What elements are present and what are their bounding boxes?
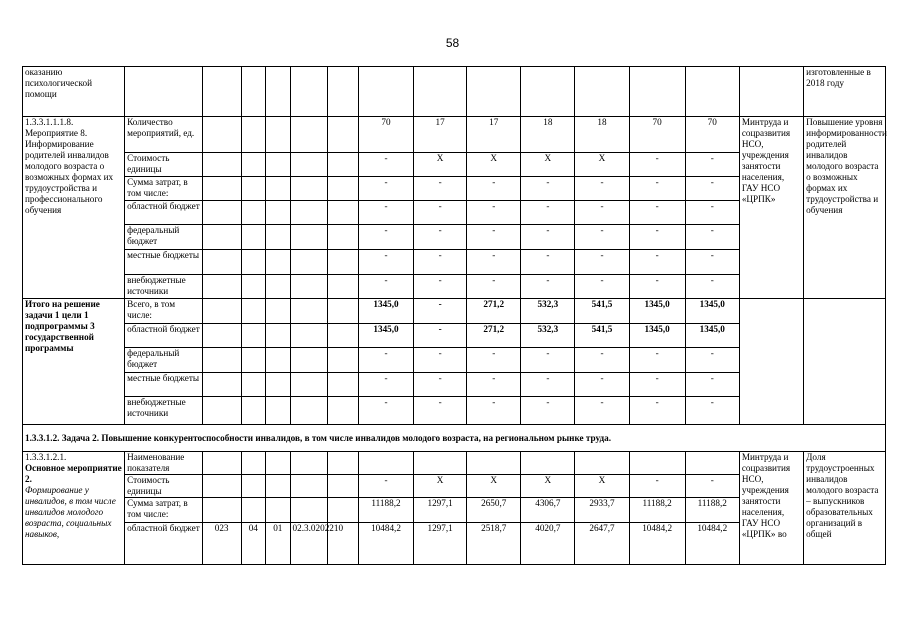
value-cell: 10484,2 bbox=[685, 523, 739, 565]
empty-cell bbox=[241, 373, 266, 397]
value-cell: - bbox=[685, 177, 739, 201]
value-cell: - bbox=[629, 177, 685, 201]
empty-cell bbox=[328, 475, 359, 498]
value-cell: - bbox=[575, 373, 629, 397]
code-cell bbox=[241, 452, 266, 475]
empty-cell bbox=[202, 299, 241, 324]
value-cell: X bbox=[414, 475, 467, 498]
measure-title: Мероприятие 8. bbox=[25, 128, 88, 138]
empty-cell bbox=[290, 250, 328, 275]
result-cell: Доля трудоустроенных инвалидов молодого возраста – выпускников образовательных организаций в общей bbox=[804, 452, 886, 565]
empty-cell bbox=[241, 275, 266, 299]
value-cell: 1297,1 bbox=[414, 523, 467, 565]
value-cell: - bbox=[414, 225, 467, 250]
value-cell bbox=[358, 452, 413, 475]
value-cell: - bbox=[521, 275, 575, 299]
measure-description: Информирование родителей инвалидов молодого возраста о возможных формах их трудоустройства и профессионального обучения bbox=[25, 139, 114, 215]
empty-cell bbox=[241, 153, 266, 177]
empty-cell bbox=[328, 67, 359, 117]
value-cell: - bbox=[629, 475, 685, 498]
value-cell: - bbox=[575, 177, 629, 201]
empty-cell bbox=[358, 67, 413, 117]
value-cell: 2933,7 bbox=[575, 498, 629, 523]
value-cell: 11188,2 bbox=[629, 498, 685, 523]
value-cell: 1345,0 bbox=[358, 324, 413, 348]
measure-code: 1.3.3.1.1.1.8. bbox=[25, 117, 74, 127]
empty-cell bbox=[202, 324, 241, 348]
value-cell: - bbox=[467, 250, 521, 275]
executor-cell: Минтруда и соцразвития НСО, учреждения занятости населения, ГАУ НСО «ЦРПК» bbox=[739, 117, 803, 299]
value-cell: 541,5 bbox=[575, 324, 629, 348]
executor-cell bbox=[739, 67, 803, 117]
value-cell: - bbox=[414, 324, 467, 348]
value-cell: - bbox=[629, 397, 685, 425]
empty-cell bbox=[328, 452, 359, 475]
empty-cell bbox=[328, 275, 359, 299]
value-cell: - bbox=[414, 201, 467, 225]
empty-cell bbox=[266, 117, 291, 153]
value-cell: - bbox=[467, 275, 521, 299]
value-cell: - bbox=[629, 373, 685, 397]
value-cell: 1345,0 bbox=[629, 299, 685, 324]
empty-cell bbox=[241, 348, 266, 373]
value-cell bbox=[467, 452, 521, 475]
empty-cell bbox=[414, 67, 467, 117]
value-cell: 271,2 bbox=[467, 299, 521, 324]
measure-name-cell bbox=[23, 117, 125, 299]
indicator-cell: местные бюджеты bbox=[125, 250, 203, 275]
code-cell bbox=[290, 452, 328, 475]
value-cell: - bbox=[685, 397, 739, 425]
value-cell: - bbox=[629, 153, 685, 177]
task-header: 1.3.3.1.2. Задача 2. Повышение конкурентоспособности инвалидов, в том числе инвалидов молодого возраста, на региональном рынке труда. bbox=[23, 425, 886, 452]
empty-cell bbox=[202, 67, 241, 117]
value-cell: - bbox=[685, 153, 739, 177]
empty-cell bbox=[290, 153, 328, 177]
code-cell: 023 bbox=[202, 523, 241, 565]
empty-cell bbox=[202, 397, 241, 425]
indicator-cell: Сумма затрат, в том числе: bbox=[125, 177, 203, 201]
indicator-cell: Стоимость единицы bbox=[125, 153, 203, 177]
value-cell: - bbox=[575, 225, 629, 250]
empty-cell bbox=[241, 67, 266, 117]
result-cell: Повышение уровня информированности родителей инвалидов молодого возраста о возможных формах их трудоустройства и обучения bbox=[804, 117, 886, 299]
value-cell: 17 bbox=[467, 117, 521, 153]
value-cell: - bbox=[685, 348, 739, 373]
value-cell: X bbox=[575, 475, 629, 498]
value-cell: - bbox=[414, 348, 467, 373]
empty-cell bbox=[290, 275, 328, 299]
table-row bbox=[23, 425, 886, 452]
value-cell: 4020,7 bbox=[521, 523, 575, 565]
value-cell: - bbox=[358, 177, 413, 201]
measure-name-cell bbox=[23, 452, 125, 565]
value-cell: X bbox=[575, 153, 629, 177]
empty-cell bbox=[241, 201, 266, 225]
empty-cell bbox=[202, 225, 241, 250]
value-cell: - bbox=[521, 348, 575, 373]
code-cell: 01 bbox=[266, 523, 291, 565]
empty-cell bbox=[266, 324, 291, 348]
empty-cell bbox=[202, 153, 241, 177]
indicator-cell: местные бюджеты bbox=[125, 373, 203, 397]
value-cell: - bbox=[629, 275, 685, 299]
value-cell: X bbox=[521, 153, 575, 177]
value-cell: - bbox=[358, 373, 413, 397]
code-cell bbox=[290, 498, 328, 523]
value-cell: 17 bbox=[414, 117, 467, 153]
value-cell: - bbox=[467, 225, 521, 250]
empty-cell bbox=[521, 67, 575, 117]
value-cell: - bbox=[358, 250, 413, 275]
empty-cell bbox=[290, 225, 328, 250]
empty-cell bbox=[241, 324, 266, 348]
value-cell: - bbox=[414, 250, 467, 275]
code-cell bbox=[241, 498, 266, 523]
indicator-cell: областной бюджет bbox=[125, 201, 203, 225]
empty-cell bbox=[202, 117, 241, 153]
value-cell: - bbox=[521, 250, 575, 275]
empty-cell bbox=[328, 153, 359, 177]
value-cell: - bbox=[685, 475, 739, 498]
empty-cell bbox=[241, 250, 266, 275]
value-cell: 271,2 bbox=[467, 324, 521, 348]
empty-cell bbox=[241, 225, 266, 250]
value-cell: - bbox=[414, 373, 467, 397]
value-cell: - bbox=[358, 153, 413, 177]
value-cell: 70 bbox=[685, 117, 739, 153]
value-cell: - bbox=[467, 397, 521, 425]
value-cell: 541,5 bbox=[575, 299, 629, 324]
value-cell: - bbox=[685, 250, 739, 275]
value-cell bbox=[629, 452, 685, 475]
total-title-cell: Итого на решение задачи 1 цели 1 подпрограммы 3 государственной программы bbox=[23, 299, 125, 425]
measure-code: 1.3.3.1.2.1. bbox=[25, 452, 67, 462]
value-cell: - bbox=[358, 275, 413, 299]
value-cell: - bbox=[521, 397, 575, 425]
empty-cell bbox=[241, 177, 266, 201]
empty-cell bbox=[290, 299, 328, 324]
empty-cell bbox=[266, 275, 291, 299]
indicator-cell: Стоимость единицы bbox=[125, 475, 203, 498]
empty-cell bbox=[290, 201, 328, 225]
value-cell: - bbox=[521, 225, 575, 250]
value-cell: - bbox=[358, 348, 413, 373]
empty-cell bbox=[467, 67, 521, 117]
empty-cell bbox=[266, 348, 291, 373]
indicator-cell: областной бюджет bbox=[125, 523, 203, 565]
empty-cell bbox=[125, 67, 203, 117]
indicator-cell: федеральный бюджет bbox=[125, 225, 203, 250]
value-cell: - bbox=[414, 275, 467, 299]
value-cell: 11188,2 bbox=[685, 498, 739, 523]
value-cell: 2647,7 bbox=[575, 523, 629, 565]
table-row bbox=[23, 452, 886, 475]
code-cell bbox=[241, 475, 266, 498]
code-cell bbox=[202, 498, 241, 523]
value-cell: - bbox=[521, 201, 575, 225]
value-cell: 532,3 bbox=[521, 299, 575, 324]
empty-cell bbox=[266, 201, 291, 225]
value-cell bbox=[414, 452, 467, 475]
value-cell: 1345,0 bbox=[629, 324, 685, 348]
value-cell: - bbox=[685, 201, 739, 225]
empty-cell bbox=[266, 225, 291, 250]
empty-cell bbox=[202, 201, 241, 225]
table-row bbox=[23, 117, 886, 153]
code-cell: 04 bbox=[241, 523, 266, 565]
value-cell: - bbox=[629, 348, 685, 373]
value-cell: - bbox=[629, 250, 685, 275]
value-cell: 10484,2 bbox=[629, 523, 685, 565]
empty-cell bbox=[328, 117, 359, 153]
indicator-cell: Всего, в том числе: bbox=[125, 299, 203, 324]
value-cell: 1297,1 bbox=[414, 498, 467, 523]
value-cell: - bbox=[575, 275, 629, 299]
empty-cell bbox=[328, 498, 359, 523]
indicator-cell: областной бюджет bbox=[125, 324, 203, 348]
executor-cell: Минтруда и соцразвития НСО, учреждения занятости населения, ГАУ НСО «ЦРПК» во bbox=[739, 452, 803, 565]
code-cell bbox=[266, 475, 291, 498]
value-cell: - bbox=[414, 177, 467, 201]
empty-cell bbox=[202, 275, 241, 299]
value-cell: 1345,0 bbox=[685, 299, 739, 324]
indicator-cell: Наименование показателя bbox=[125, 452, 203, 475]
value-cell: 1345,0 bbox=[358, 299, 413, 324]
value-cell bbox=[521, 452, 575, 475]
value-cell: 2650,7 bbox=[467, 498, 521, 523]
value-cell: 18 bbox=[575, 117, 629, 153]
code-cell bbox=[202, 475, 241, 498]
result-cell bbox=[804, 299, 886, 425]
value-cell: - bbox=[467, 177, 521, 201]
value-cell: - bbox=[575, 348, 629, 373]
value-cell: X bbox=[521, 475, 575, 498]
value-cell: - bbox=[414, 299, 467, 324]
empty-cell bbox=[575, 67, 629, 117]
empty-cell bbox=[266, 373, 291, 397]
empty-cell bbox=[328, 225, 359, 250]
empty-cell bbox=[241, 397, 266, 425]
value-cell: 11188,2 bbox=[358, 498, 413, 523]
value-cell: - bbox=[629, 225, 685, 250]
value-cell: - bbox=[685, 275, 739, 299]
page-number: 58 bbox=[445, 36, 460, 50]
code-cell bbox=[266, 498, 291, 523]
value-cell: - bbox=[685, 373, 739, 397]
value-cell: - bbox=[685, 225, 739, 250]
empty-cell bbox=[202, 373, 241, 397]
empty-cell bbox=[266, 250, 291, 275]
empty-cell bbox=[685, 67, 739, 117]
value-cell: - bbox=[358, 475, 413, 498]
empty-cell bbox=[290, 67, 328, 117]
empty-cell bbox=[629, 67, 685, 117]
value-cell: 18 bbox=[521, 117, 575, 153]
empty-cell bbox=[266, 153, 291, 177]
measure-description: Формирование у инвалидов, в том числе инвалидов молодого возраста, социальных навыков, bbox=[25, 485, 116, 539]
value-cell: - bbox=[414, 397, 467, 425]
indicator-cell: Количество мероприятий, ед. bbox=[125, 117, 203, 153]
empty-cell bbox=[328, 397, 359, 425]
empty-cell bbox=[328, 373, 359, 397]
table-row bbox=[23, 67, 886, 117]
measure-name-cell: оказанию психологической помощи bbox=[23, 67, 125, 117]
value-cell: 70 bbox=[358, 117, 413, 153]
empty-cell bbox=[202, 177, 241, 201]
value-cell: - bbox=[467, 373, 521, 397]
empty-cell bbox=[290, 177, 328, 201]
empty-cell bbox=[290, 324, 328, 348]
value-cell: - bbox=[521, 373, 575, 397]
indicator-cell: Сумма затрат, в том числе: bbox=[125, 498, 203, 523]
value-cell: 1345,0 bbox=[685, 324, 739, 348]
value-cell: - bbox=[358, 225, 413, 250]
executor-cell bbox=[739, 299, 803, 425]
empty-cell bbox=[328, 348, 359, 373]
value-cell: - bbox=[575, 250, 629, 275]
value-cell: - bbox=[467, 201, 521, 225]
empty-cell bbox=[290, 348, 328, 373]
empty-cell bbox=[290, 117, 328, 153]
value-cell: - bbox=[575, 201, 629, 225]
empty-cell bbox=[266, 67, 291, 117]
value-cell: - bbox=[358, 201, 413, 225]
value-cell: 4306,7 bbox=[521, 498, 575, 523]
value-cell: - bbox=[521, 177, 575, 201]
table-row bbox=[23, 299, 886, 324]
value-cell: 70 bbox=[629, 117, 685, 153]
indicator-cell: внебюджетные источники bbox=[125, 275, 203, 299]
value-cell: 532,3 bbox=[521, 324, 575, 348]
empty-cell bbox=[328, 250, 359, 275]
empty-cell bbox=[328, 324, 359, 348]
code-cell bbox=[202, 452, 241, 475]
empty-cell bbox=[241, 299, 266, 324]
code-cell bbox=[266, 452, 291, 475]
value-cell: 10484,2 bbox=[358, 523, 413, 565]
value-cell bbox=[575, 452, 629, 475]
value-cell: - bbox=[575, 397, 629, 425]
indicator-cell: федеральный бюджет bbox=[125, 348, 203, 373]
code-cell: 02.3.0202210 bbox=[290, 523, 328, 565]
empty-cell bbox=[266, 397, 291, 425]
value-cell: X bbox=[467, 153, 521, 177]
empty-cell bbox=[290, 397, 328, 425]
value-cell: - bbox=[358, 397, 413, 425]
value-cell: - bbox=[467, 348, 521, 373]
value-cell: X bbox=[414, 153, 467, 177]
code-cell bbox=[290, 475, 328, 498]
empty-cell bbox=[202, 348, 241, 373]
empty-cell bbox=[290, 373, 328, 397]
budget-table bbox=[22, 66, 886, 565]
indicator-cell: внебюджетные источники bbox=[125, 397, 203, 425]
empty-cell bbox=[328, 201, 359, 225]
value-cell: - bbox=[629, 201, 685, 225]
empty-cell bbox=[266, 299, 291, 324]
value-cell bbox=[685, 452, 739, 475]
value-cell: X bbox=[467, 475, 521, 498]
empty-cell bbox=[241, 117, 266, 153]
empty-cell bbox=[328, 299, 359, 324]
empty-cell bbox=[328, 177, 359, 201]
empty-cell bbox=[266, 177, 291, 201]
empty-cell bbox=[202, 250, 241, 275]
measure-title: Основное мероприятие 2. bbox=[25, 463, 122, 484]
value-cell: 2518,7 bbox=[467, 523, 521, 565]
result-cell: изготовленные в 2018 году bbox=[804, 67, 886, 117]
